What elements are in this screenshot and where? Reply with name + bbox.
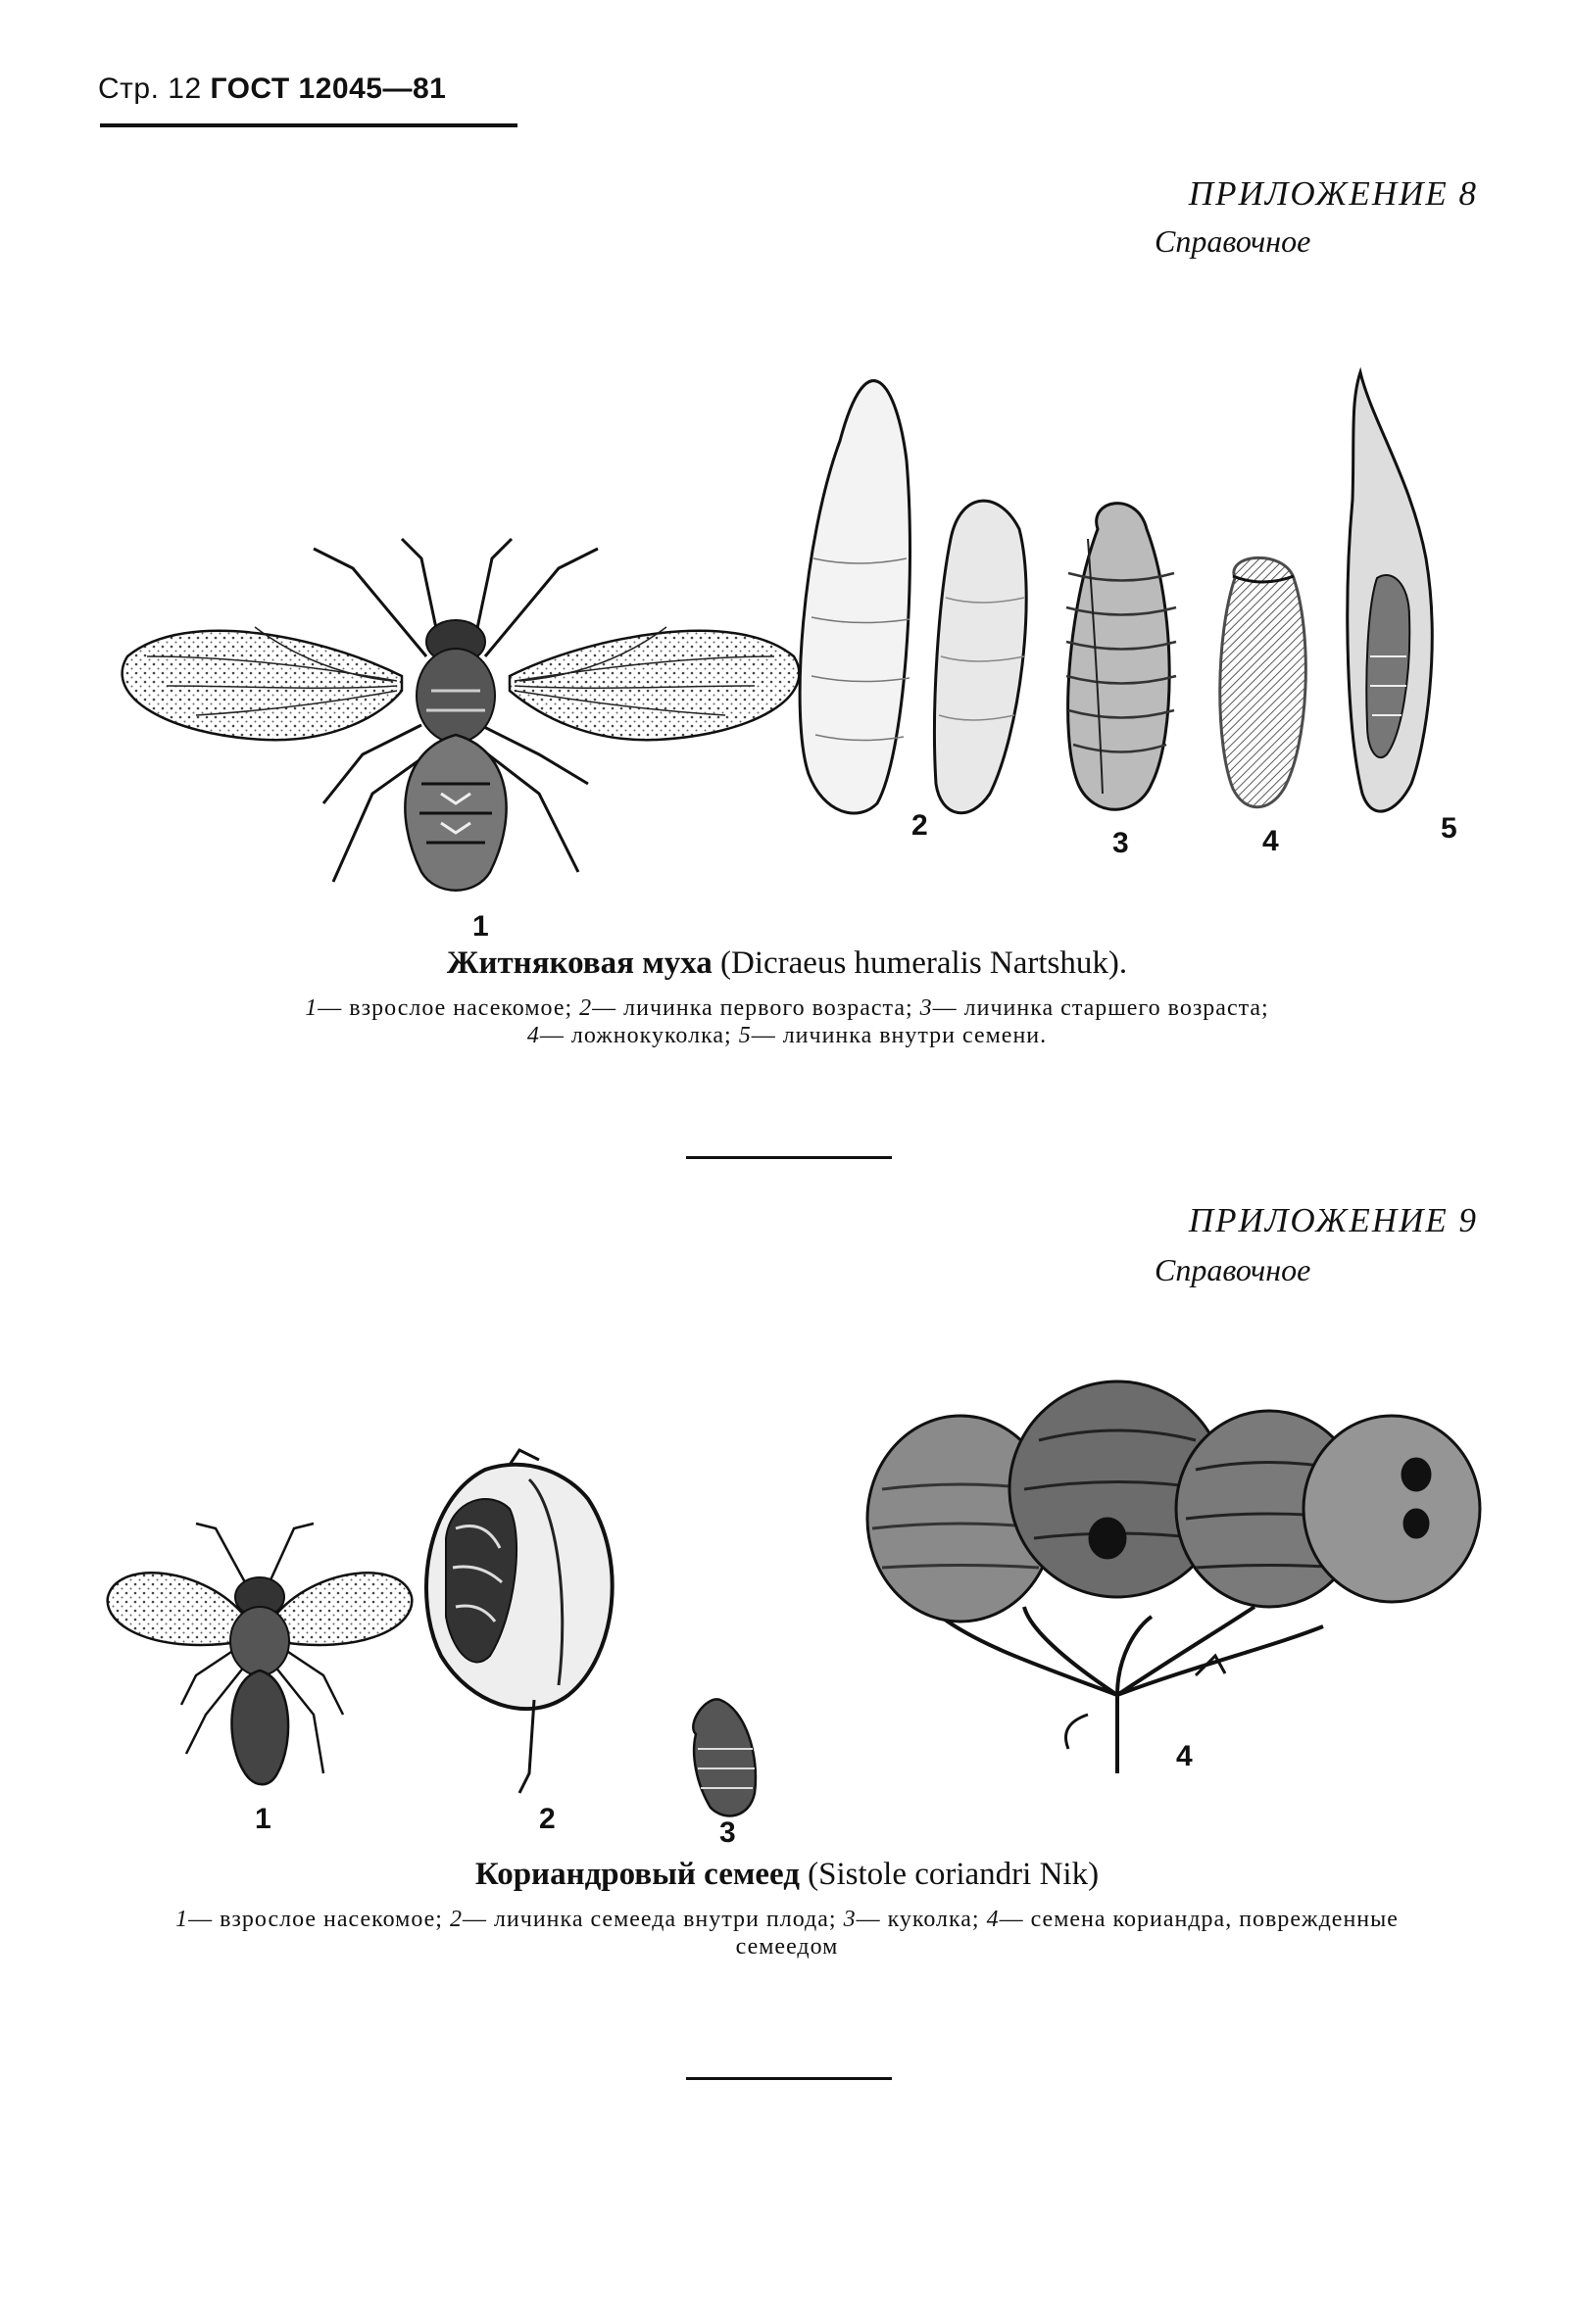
appendix-9-title: ПРИЛОЖЕНИЕ 9 <box>1188 1201 1478 1239</box>
appendix-8-caption-title <box>0 945 1574 982</box>
legend-text: — личинка внутри семени. <box>751 1023 1048 1048</box>
legend-num: 4 <box>986 1907 1000 1932</box>
larva-inside-fruit-drawing <box>426 1450 613 1835</box>
damaged-coriander-seeds-drawing <box>867 1381 1480 1773</box>
figure-label-5: 5 <box>1441 812 1457 845</box>
page-number: Стр. 12 <box>98 73 202 105</box>
legend-text: — личинка старшего возраста; <box>932 995 1269 1021</box>
legend-num: 1 <box>175 1907 189 1932</box>
appendix-9-caption-title <box>0 1857 1574 1893</box>
figure-label-2: 2 <box>911 809 928 842</box>
adult-fly-drawing <box>123 539 800 941</box>
pseudopupa-drawing <box>1220 557 1306 857</box>
figure-label-4: 4 <box>1262 825 1279 857</box>
larva-inside-seed-drawing <box>1348 372 1457 845</box>
legend-num: 4 <box>526 1023 540 1048</box>
legend-text: — личинка первого возраста; <box>592 995 913 1021</box>
legend-num: 5 <box>738 1023 752 1048</box>
appendix-8-caption-legend <box>96 994 1478 1049</box>
figure-label-3: 3 <box>1112 827 1129 859</box>
legend-text: — ложнокуколка; <box>539 1023 732 1048</box>
standard-number: 12045—81 <box>298 73 447 105</box>
legend-num: 3 <box>843 1907 857 1932</box>
legend-text: — взрослое насекомое; <box>318 995 573 1021</box>
header-rule <box>100 123 517 127</box>
legend-text: — куколка; <box>856 1907 980 1932</box>
caption-latin-name: (Dicraeus humeralis Nartshuk). <box>720 945 1128 981</box>
legend-text: — личинка семееда внутри плода; <box>462 1907 837 1932</box>
figure-label-1: 1 <box>472 910 489 941</box>
pupa-drawing <box>693 1699 756 1849</box>
figure-label-3: 3 <box>719 1816 736 1849</box>
adult-seed-eater-drawing <box>108 1524 413 1835</box>
legend-text: — семена кориандра, поврежденные семеедом <box>735 1907 1399 1960</box>
legend-text: — взрослое насекомое; <box>188 1907 443 1932</box>
appendix-9-subtitle: Справочное <box>1155 1252 1311 1287</box>
appendix-9-caption-legend <box>137 1906 1437 1961</box>
legend-num: 3 <box>919 995 933 1021</box>
section-divider <box>686 1156 892 1159</box>
appendix-8-subtitle: Справочное <box>1155 223 1311 259</box>
caption-latin-name: (Sistole coriandri Nik) <box>808 1857 1100 1892</box>
legend-num: 1 <box>305 995 319 1021</box>
figure-label-2: 2 <box>539 1803 556 1835</box>
legend-num: 2 <box>449 1907 463 1932</box>
caption-species-name: Житняковая муха <box>446 945 713 981</box>
figure-coriander-seed-eater <box>98 1362 1490 1852</box>
figure-label-4: 4 <box>1176 1740 1193 1772</box>
older-instar-larva-drawing <box>1066 504 1176 859</box>
caption-species-name: Кориандровый семеед <box>474 1857 800 1892</box>
first-instar-larva-drawing <box>800 381 1026 842</box>
figure-wheatgrass-fly <box>108 363 1480 941</box>
legend-num: 2 <box>579 995 593 1021</box>
page-header <box>98 73 446 106</box>
section-divider <box>686 2077 892 2080</box>
appendix-8-title: ПРИЛОЖЕНИЕ 8 <box>1188 174 1478 213</box>
standard-name: ГОСТ <box>210 73 290 105</box>
figure-label-1: 1 <box>255 1803 271 1835</box>
